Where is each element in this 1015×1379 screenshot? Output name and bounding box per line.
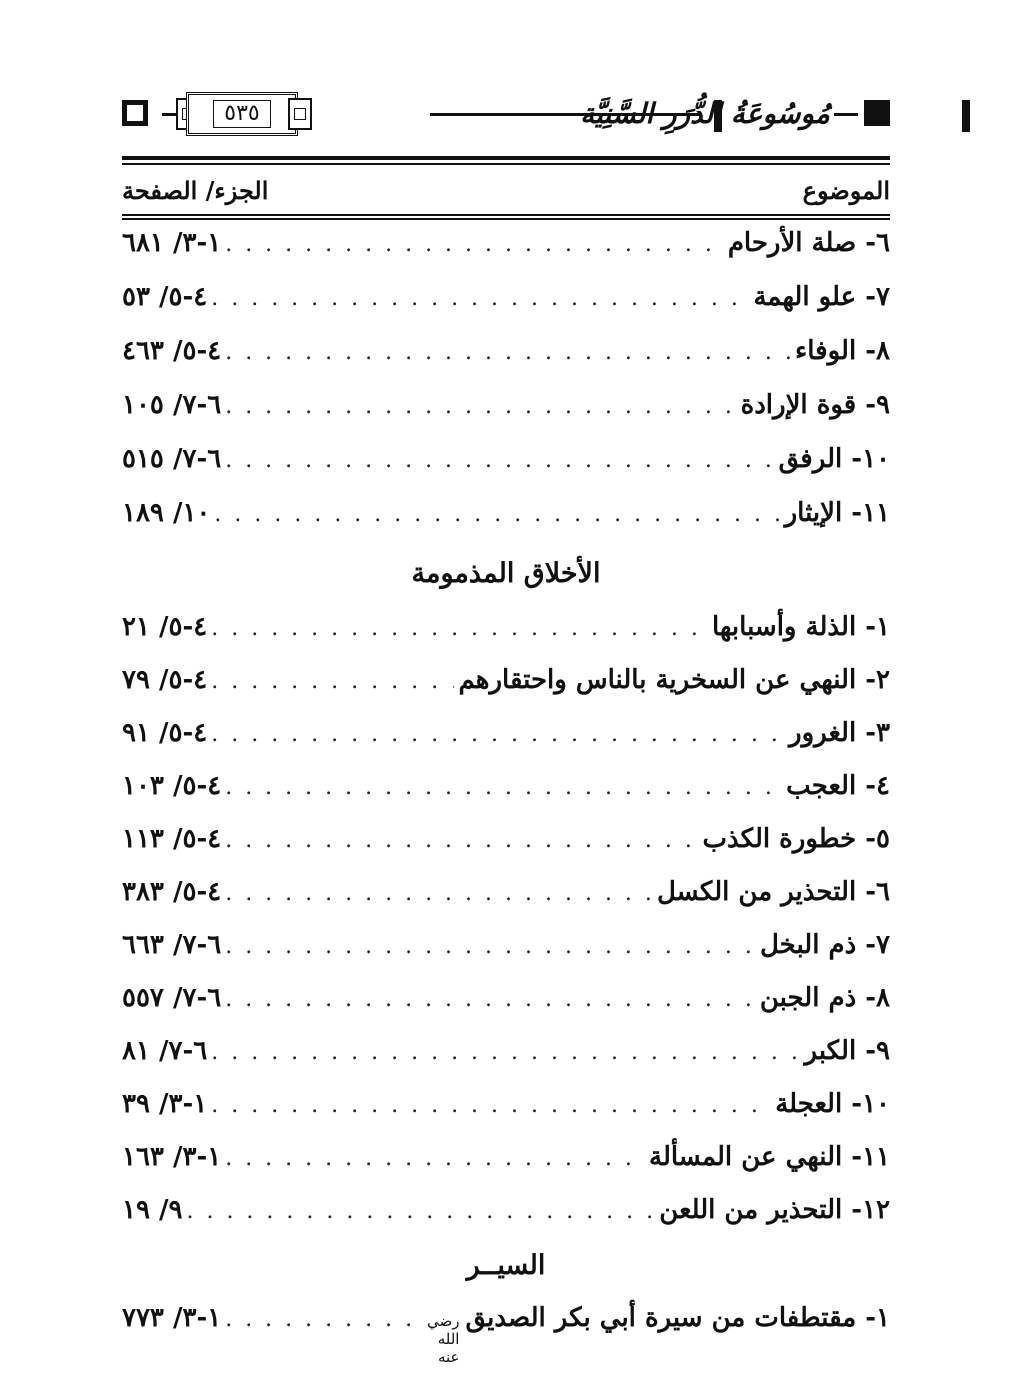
- toc-entry-title: ٧- علو الهمة: [753, 282, 890, 312]
- toc-entry-title: ١- مقتطفات من سيرة أبي بكر الصديق: [465, 1303, 890, 1333]
- toc-entry: [122, 1303, 890, 1366]
- toc-entry: [122, 1142, 890, 1182]
- toc-entry-ref: ٦-٧/ ٥١٥: [122, 444, 222, 474]
- header-bar-ornament: [962, 100, 970, 132]
- leader-dots: [211, 669, 454, 694]
- toc-entry-ref: ٦-٧/ ١٠٥: [122, 390, 222, 420]
- toc-entry: [122, 1195, 890, 1235]
- toc-entry-title: ٥- خطورة الكذب: [702, 824, 890, 854]
- knot-ornament-icon: [288, 98, 312, 130]
- toc-entry: [122, 877, 890, 917]
- toc-entry-title: ٩- قوة الإرادة: [740, 390, 890, 420]
- leader-dots: [225, 987, 756, 1012]
- square-solid-ornament-icon: [864, 100, 890, 126]
- leader-dots: [186, 1199, 655, 1224]
- divider-line: [122, 156, 890, 160]
- toc-entry: [122, 336, 890, 376]
- divider-line: [122, 218, 890, 220]
- section-heading: الأخلاق المذمومة: [411, 558, 601, 589]
- leader-dots: [214, 502, 780, 527]
- page-number-box: [186, 92, 298, 136]
- toc-entry-ref: ٦-٧/ ٦٦٣: [122, 930, 222, 960]
- toc-entry-title: ٦- التحذير من الكسل: [656, 877, 890, 907]
- honorific-glyph: رضي الله عنه: [426, 1312, 460, 1366]
- toc-entry-ref: ١٠/ ١٨٩: [122, 498, 211, 528]
- toc-entry-ref: ٤-٥/ ٥٣: [122, 282, 208, 312]
- toc-entry-ref: ٤-٥/ ٧٩: [122, 665, 208, 695]
- leader-dots: [225, 1307, 417, 1332]
- leader-dots: [225, 232, 724, 257]
- leader-dots: [225, 828, 698, 853]
- divider-line: [122, 214, 890, 216]
- toc-entry-title: ١١- النهي عن المسألة: [649, 1142, 890, 1172]
- toc-entry-ref: ٤-٥/ ٩١: [122, 718, 208, 748]
- toc-entry: [122, 1036, 890, 1076]
- toc-entry-title: ٩- الكبر: [804, 1036, 890, 1066]
- leader-dots: [225, 881, 653, 906]
- toc-entry-ref: ٦-٧/ ٨١: [122, 1036, 208, 1066]
- toc-entry-ref: ٤-٥/ ١١٣: [122, 824, 222, 854]
- toc-entry-title: ١٠- الرفق: [778, 444, 890, 474]
- toc-entry: [122, 228, 890, 268]
- toc-entry-title: ٢- النهي عن السخرية بالناس واحتقارهم: [458, 665, 890, 695]
- column-volume-page-label: الجزء/ الصفحة: [122, 175, 269, 205]
- leader-dots: [225, 394, 736, 419]
- toc-entry-ref: ١-٣/ ١٦٣: [122, 1142, 222, 1172]
- toc-entry: [122, 930, 890, 970]
- page-number: ٥٣٥: [213, 100, 270, 128]
- leader-dots: [211, 286, 749, 311]
- toc-entry: [122, 444, 890, 484]
- leader-dots: [211, 1093, 771, 1118]
- leader-dots: [211, 616, 708, 641]
- column-topic-label: الموضوع: [802, 175, 890, 205]
- toc-entry-ref: ٤-٥/ ٢١: [122, 612, 208, 642]
- toc-entry: [122, 718, 890, 758]
- divider-line: [122, 163, 890, 165]
- toc-entry: [122, 612, 890, 652]
- toc-entry-title: ٨- الوفاء: [795, 336, 890, 366]
- leader-dots: [211, 1040, 800, 1065]
- toc-entry-ref: ٤-٥/ ٤٦٣: [122, 336, 222, 366]
- toc-entry-ref: ٤-٥/ ٣٨٣: [122, 877, 222, 907]
- section-heading: السيــر: [466, 1250, 546, 1281]
- toc-entry-ref: ١-٣/ ٣٩: [122, 1089, 208, 1119]
- leader-dots: [225, 1146, 645, 1171]
- toc-entry-ref: ٩/ ١٩: [122, 1195, 183, 1225]
- book-title-calligraphy: مُوسُوعَةُ الدُّرَرِ السَّنِيَّة: [580, 96, 830, 130]
- leader-dots: [225, 775, 782, 800]
- toc-entry-ref: ٤-٥/ ١٠٣: [122, 771, 222, 801]
- toc-entry-ref: ٦-٧/ ٥٥٧: [122, 983, 222, 1013]
- toc-entry: [122, 1089, 890, 1129]
- column-header: [122, 170, 890, 210]
- toc-entry: [122, 665, 890, 705]
- toc-entry: [122, 824, 890, 864]
- toc-entry-title: ٨- ذم الجبن: [759, 983, 890, 1013]
- toc-entry-title: ٧- ذم البخل: [759, 930, 890, 960]
- toc-entry-ref: ١-٣/ ٧٧٣: [122, 1303, 222, 1333]
- toc-entry: [122, 498, 890, 538]
- toc-entry-title: ١- الذلة وأسبابها: [712, 612, 890, 642]
- toc-entry-title: ٤- العجب: [786, 771, 890, 801]
- toc-entry-title: ١٠- العجلة: [775, 1089, 890, 1119]
- toc-entry: [122, 282, 890, 322]
- leader-dots: [225, 934, 756, 959]
- leader-dots: [225, 448, 774, 473]
- toc-entry-title: ٣- الغرور: [789, 718, 890, 748]
- toc-entry-title: ١٢- التحذير من اللعن: [659, 1195, 890, 1225]
- toc-entry-ref: ١-٣/ ٦٨١: [122, 228, 222, 258]
- toc-entry-title: ٦- صلة الأرحام: [727, 228, 890, 258]
- page-header: [122, 88, 890, 144]
- square-outline-ornament-icon: [122, 100, 148, 126]
- toc-entry: [122, 390, 890, 430]
- toc-entry: [122, 771, 890, 811]
- toc-entry-title: ١١- الإيثار: [784, 498, 890, 528]
- header-rule: [834, 113, 858, 116]
- toc-entry: [122, 983, 890, 1023]
- leader-dots: [225, 340, 791, 365]
- leader-dots: [211, 722, 785, 747]
